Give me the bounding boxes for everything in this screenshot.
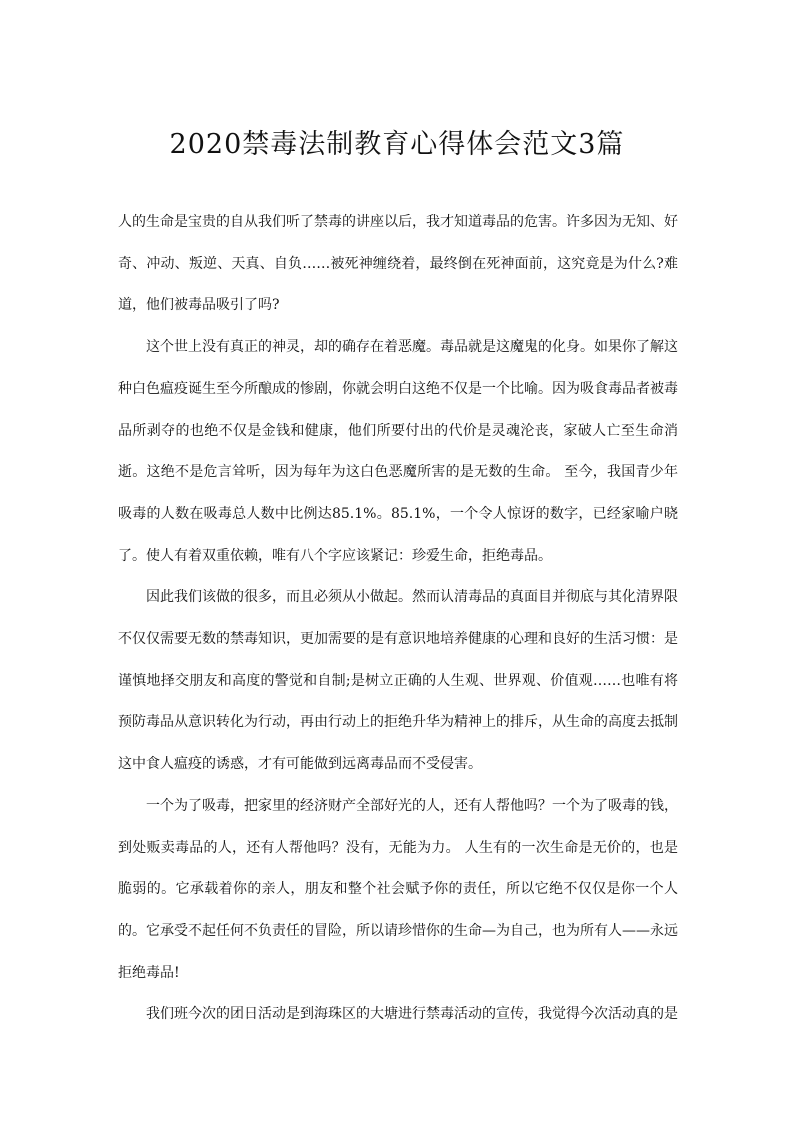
document-body bbox=[118, 202, 678, 1036]
paragraph-1: 人的生命是宝贵的自从我们听了禁毒的讲座以后，我才知道毒品的危害。许多因为无知、好奇、冲动、叛逆、天真、自负……被死神缠绕着，最终倒在死神面前，这究竟是为什么?难道，他们被毒品吸引了吗? bbox=[118, 214, 678, 314]
paragraph-2: 这个世上没有真正的神灵，却的确存在着恶魔。毒品就是这魔鬼的化身。如果你了解这种白色瘟疫诞生至今所酿成的惨剧，你就会明白这绝不仅是一个比喻。因为吸食毒品者被毒品所剥夺的也绝不仅是金钱和健康，他们所要付出的代价是灵魂沦丧，家破人亡至生命消逝。这绝不是危言耸听，因为每年为这白色恶魔所害的是无数的生命。 至今，我国青少年吸毒的人数在吸毒总人数中比例达85.1%。85.1%，一个令人惊讶的数字，已经家喻户晓了。使人有着双重依赖，唯有八个字应该紧记：珍爱生命，拒绝毒品。 bbox=[118, 339, 678, 564]
paragraph-5: 我们班今次的团日活动是到海珠区的大塘进行禁毒活动的宣传，我觉得今次活动真的是 bbox=[146, 1006, 678, 1023]
paragraph-3: 因此我们该做的很多，而且必须从小做起。然而认清毒品的真面目并彻底与其化清界限不仅仅需要无数的禁毒知识，更加需要的是有意识地培养健康的心理和良好的生活习惯：是谨慎地择交朋友和高度的警觉和自制;是树立正确的人生观、世界观、价值观……也唯有将预防毒品从意识转化为行动，再由行动上的拒绝升华为精神上的排斥，从生命的高度去抵制这中食人瘟疫的诱惑，才有可能做到远离毒品而不受侵害。 bbox=[118, 589, 678, 773]
paragraph-4: 一个为了吸毒，把家里的经济财产全部好光的人，还有人帮他吗？一个为了吸毒的钱，到处贩卖毒品的人，还有人帮他吗？没有，无能为力。 人生有的一次生命是无价的，也是脆弱的。它承载着你的亲人，朋友和整个社会赋予你的责任，所以它绝不仅仅是你一个人的。它承受不起任何不负责任的冒险，所以请珍惜你的生命—为自己，也为所有人——永远拒绝毒品! bbox=[118, 797, 678, 981]
document-title: 2020禁毒法制教育心得体会范文3篇 bbox=[169, 129, 625, 160]
